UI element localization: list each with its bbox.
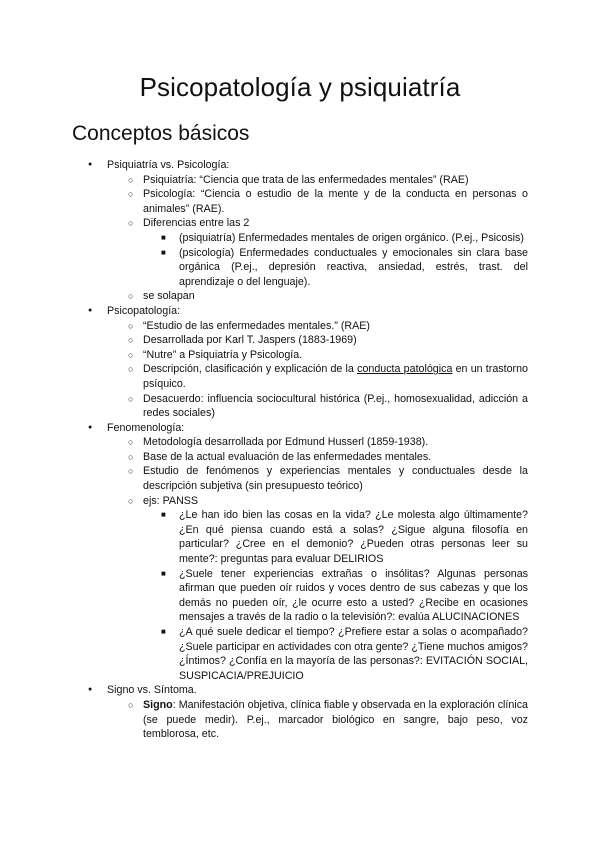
sub-item: ○ Estudio de fenómenos y experiencias mentales y conductuales desde la descripción subjetiva (sin presupuesto teórico)	[107, 464, 528, 493]
sub-sub-item: ■ (psicología) Enfermedades conductuales y emocionales sin clara base orgánica (P.ej., depresión reactiva, ansiedad, estrés, trast. del aprendizaje o del lenguaje).	[143, 246, 528, 290]
sub-sub-item: ■ (psiquiatría) Enfermedades mentales de origen orgánico. (P.ej., Psicosis)	[143, 231, 528, 246]
list-item-fenomenologia	[72, 421, 528, 684]
sub-sub-list	[143, 231, 528, 289]
item-label: Psicopatología:	[107, 304, 181, 317]
sub-item-diferencias	[107, 216, 528, 289]
sub-item: ○ “Nutre” a Psiquiatría y Psicología.	[107, 348, 528, 363]
section-heading: Conceptos básicos	[72, 122, 250, 145]
item-label: Fenomenología:	[107, 421, 185, 434]
item-label: Psiquiatría vs. Psicología:	[107, 159, 230, 171]
sub-sub-item: ■ ¿Le han ido bien las cosas en la vida? ¿Le molesta algo últimamente? ¿En qué piensa cuando está a solas? ¿Sigue alguna filosofía en particular? ¿Cree en el demonio? ¿Pueden otras personas leer su mente?: preguntas para evaluar DELIRIOS	[143, 508, 528, 566]
sub-list	[107, 319, 528, 421]
text-run: Descripción, clasificación y explicación de la	[143, 363, 358, 376]
sub-item	[107, 362, 528, 391]
sub-sub-list	[143, 508, 528, 683]
sub-item: ○ Desacuerdo: influencia sociocultural histórica (P.ej., homosexualidad, adicción a redes sociales)	[107, 392, 528, 421]
sub-item-ejemplos	[107, 494, 528, 684]
main-list	[72, 158, 528, 742]
sub-list	[107, 435, 528, 683]
text-run: : Manifestación objetiva, clínica fiable y observada en la exploración clínica (se puede medir). P.ej., marcador biológico en sangre, bajo peso, voz temblorosa, etc.	[143, 698, 528, 741]
item-label: Diferencias entre las 2	[143, 217, 250, 230]
item-label: Signo vs. Síntoma.	[107, 684, 197, 697]
sub-item	[107, 698, 528, 742]
sub-item: ○ Desarrollada por Karl T. Jaspers (1883-1969)	[107, 333, 528, 348]
sub-item: ○ Psicología: “Ciencia o estudio de la mente y de la conducta en personas o animales” (RAE).	[107, 187, 528, 216]
sub-item: ○ se solapan	[107, 289, 528, 304]
bold-term: Signo	[143, 698, 173, 711]
sub-item: ○ “Estudio de las enfermedades mentales.” (RAE)	[107, 319, 528, 334]
item-label: ejs: PANSS	[143, 494, 199, 507]
sub-sub-item: ■ ¿A qué suele dedicar el tiempo? ¿Prefiere estar a solas o acompañado? ¿Suele participar en actividades con otra gente? ¿Tiene muchos amigos? ¿Íntimos? ¿Confía en la mayoría de las personas?: EVITACIÓN SOCIAL, SUSPICACIA/PREJUICIO	[143, 625, 528, 683]
sub-sub-item: ■ ¿Suele tener experiencias extrañas o insólitas? Algunas personas afirman que pueden oír ruidos y voces dentro de sus cabezas y que los demás no pueden oír, ¿le ocurre esto a usted? ¿Recibe en ocasiones mensajes a través de la radio o la televisión?: evalúa ALUCINACIONES	[143, 567, 528, 625]
sub-list	[107, 173, 528, 304]
sub-list	[107, 698, 528, 742]
text-run: en un trastorno psíquico.	[143, 363, 528, 390]
page-title: Psicopatología y psiquiatría	[139, 72, 461, 102]
sub-item: ○ Psiquiatría: “Ciencia que trata de las enfermedades mentales” (RAE)	[107, 173, 528, 188]
sub-item: ○ Metodología desarrollada por Edmund Husserl (1859-1938).	[107, 435, 528, 450]
list-item-signo-vs-sintoma	[72, 683, 528, 741]
sub-item: ○ Base de la actual evaluación de las enfermedades mentales.	[107, 450, 528, 465]
list-item-psiquiatria-vs-psicologia	[72, 158, 528, 304]
list-item-psicopatologia	[72, 304, 528, 421]
underlined-term: conducta patológica	[357, 363, 453, 376]
document-body	[72, 158, 528, 742]
